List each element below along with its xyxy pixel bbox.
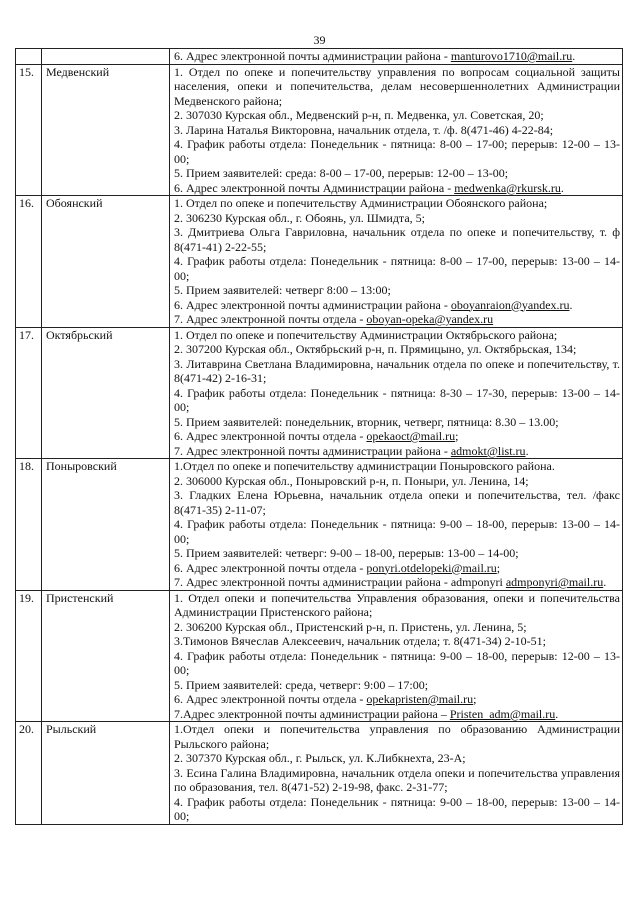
district-row xyxy=(16,722,623,825)
district-info xyxy=(170,196,623,328)
district-name xyxy=(42,49,170,65)
info-line: 5. Прием заявителей: среда, четверг: 9:00 – 17:00; xyxy=(174,677,429,692)
district-row xyxy=(16,196,623,328)
email-link[interactable]: admponyri@mail.ru xyxy=(505,575,604,589)
district-row xyxy=(16,459,623,591)
info-line: 3. Есина Галина Владимировна, начальник отдела опеки и попечительства управления по образования, тел. 8(471-52) 2-19-98, факс. 2-31-77; xyxy=(174,765,620,794)
email-link[interactable]: manturovo1710@mail.ru xyxy=(450,49,573,63)
district-info xyxy=(170,49,623,65)
info-line: 2. 306000 Курская обл., Поныровский р-н, п. Поныри, ул. Ленина, 14; xyxy=(174,473,529,488)
district-info xyxy=(170,722,623,825)
info-line: 1. Отдел по опеке и попечительству Администрации Обоянского района; xyxy=(174,196,548,210)
info-line: 3. Дмитриева Ольга Гавриловна, начальник отдела по опеке и попечительству, т. ф 8(471-41) 2-22-55; xyxy=(174,225,620,254)
row-number: 17. xyxy=(16,327,42,459)
district-name: Обоянский xyxy=(42,196,170,328)
info-line: 1. Отдел опеки и попечительства Управления образования, опеки и попечительства Администрации Пристенского района; xyxy=(174,590,620,619)
row-number: 20. xyxy=(16,722,42,825)
row-number: 16. xyxy=(16,196,42,328)
email-link[interactable]: admokt@list.ru xyxy=(450,443,526,458)
info-line: 1.Отдел опеки и попечительства управления по образованию Администрации Рыльского района; xyxy=(174,722,620,751)
info-line: 7.Адрес электронной почты администрации района – Pristen_adm@mail.ru. xyxy=(174,706,559,721)
info-line: 2. 306230 Курская обл., г. Обоянь, ул. Шмидта, 5; xyxy=(174,210,425,225)
info-line: 4. График работы отдела: Понедельник - пятница: 9-00 – 18-00, перерыв: 12-00 – 13-00; xyxy=(174,648,620,677)
email-link[interactable]: ponyri.otdelopeki@mail.ru xyxy=(366,560,497,575)
info-line: 5. Прием заявителей: четверг: 9-00 – 18-00, перерыв: 13-00 – 14-00; xyxy=(174,546,519,560)
district-name: Рыльский xyxy=(42,722,170,825)
info-line: 5. Прием заявителей: четверг 8:00 – 13:00; xyxy=(174,283,391,297)
row-number: 15. xyxy=(16,64,42,196)
info-line: 1. Отдел по опеке и попечительству Администрации Октябрьского района; xyxy=(174,327,558,342)
info-line: 2. 307370 Курская обл., г. Рыльск, ул. К.Либкнехта, 23-А; xyxy=(174,751,466,765)
info-line: 6. Адрес электронной почты администрации района - manturovo1710@mail.ru. xyxy=(174,49,576,63)
info-line: 4. График работы отдела: Понедельник - пятница: 9-00 – 18-00, перерыв: 13-00 – 14-00; xyxy=(174,517,620,546)
info-line: 4. График работы отдела: Понедельник - пятница: 8-00 – 17-00; перерыв: 12-00 – 13-00; xyxy=(174,137,620,166)
row-number: 18. xyxy=(16,459,42,591)
district-info xyxy=(170,327,623,459)
district-name: Октябрьский xyxy=(42,327,170,459)
info-line: 2. 306200 Курская обл., Пристенский р-н, п. Пристень, ул. Ленина, 5; xyxy=(174,619,527,634)
district-name: Поныровский xyxy=(42,459,170,591)
district-info xyxy=(170,459,623,591)
district-row xyxy=(16,49,623,65)
info-line: 2. 307030 Курская обл., Медвенский р-н, п. Медвенка, ул. Советская, 20; xyxy=(174,108,544,122)
district-info xyxy=(170,590,623,722)
info-line: 3. Гладких Елена Юрьевна, начальник отдела опеки и попечительства, тел. /факс 8(471-35) 2-11-07; xyxy=(174,488,620,517)
info-line: 1. Отдел по опеке и попечительству управления по вопросам социальной защиты населения, опеки и попечительства, делам несовершеннолетних Администрации Медвенского района; xyxy=(174,64,620,108)
page-number: 39 xyxy=(313,33,326,47)
info-line: 6. Адрес электронной почты отдела - opekapristen@mail.ru; xyxy=(174,692,477,706)
info-line: 4. График работы отдела: Понедельник - пятница: 9-00 – 18-00, перерыв: 13-00 – 14-00; xyxy=(174,794,620,823)
district-row xyxy=(16,64,623,196)
email-link[interactable]: oboyanraion@yandex.ru xyxy=(450,297,570,312)
info-line: 7. Адрес электронной почты отдела - oboyan-opeka@yandex.ru xyxy=(174,312,494,326)
info-line: 6. Адрес электронной почты администрации района - oboyanraion@yandex.ru. xyxy=(174,297,573,312)
info-line: 4. График работы отдела: Понедельник - пятница: 8-30 – 17-30, перерыв: 13-00 – 14-00; xyxy=(174,385,620,414)
info-line: 5. Прием заявителей: среда: 8-00 – 17-00, перерыв: 12-00 – 13-00; xyxy=(174,166,509,180)
info-line: 3. Литаврина Светлана Владимировна, начальник отдела по опеке и попечительству, т. 8(471-42) 2-16-31; xyxy=(174,356,620,385)
row-number xyxy=(16,49,42,65)
info-line: 2. 307200 Курская обл., Октябрьский р-н, п. Прямицыно, ул. Октябрьская, 134; xyxy=(174,342,577,356)
info-line: 3. Ларина Наталья Викторовна, начальник отдела, т. /ф. 8(471-46) 4-22-84; xyxy=(174,122,554,137)
info-line: 1.Отдел по опеке и попечительству администрации Поныровского района. xyxy=(174,459,555,473)
info-line: 4. График работы отдела: Понедельник - пятница: 8-00 – 17-00, перерыв: 13-00 – 14-00; xyxy=(174,254,620,283)
info-line: 6. Адрес электронной почты Администрации района - medwenka@rkursk.ru. xyxy=(174,180,564,195)
district-name: Медвенский xyxy=(42,64,170,196)
info-line: 7. Адрес электронной почты администрации района - admponyri admponyri@mail.ru. xyxy=(174,575,607,589)
districts-table xyxy=(15,48,623,825)
email-link[interactable]: Pristen_adm@mail.ru xyxy=(449,706,556,721)
row-number: 19. xyxy=(16,590,42,722)
email-link[interactable]: oboyan-opeka@yandex.ru xyxy=(366,312,494,326)
email-link[interactable]: medwenka@rkursk.ru xyxy=(454,180,561,195)
district-name: Пристенский xyxy=(42,590,170,722)
email-link[interactable]: opekaoct@mail.ru xyxy=(366,429,456,443)
district-row xyxy=(16,327,623,459)
info-line: 6. Адрес электронной почты отдела - ponyri.otdelopeki@mail.ru; xyxy=(174,560,501,575)
district-info xyxy=(170,64,623,196)
info-line: 7. Адрес электронной почты администрации района - admokt@list.ru. xyxy=(174,443,529,458)
email-link[interactable]: opekapristen@mail.ru xyxy=(366,692,474,706)
info-line: 3.Тимонов Вячеслав Алексеевич, начальник отдела; т. 8(471-34) 2-10-51; xyxy=(174,634,546,648)
info-line: 6. Адрес электронной почты отдела - opekaoct@mail.ru; xyxy=(174,429,459,443)
info-line: 5. Прием заявителей: понедельник, вторник, четверг, пятница: 8.30 – 13.00; xyxy=(174,414,559,429)
district-row xyxy=(16,590,623,722)
districts-table-body xyxy=(16,49,623,825)
